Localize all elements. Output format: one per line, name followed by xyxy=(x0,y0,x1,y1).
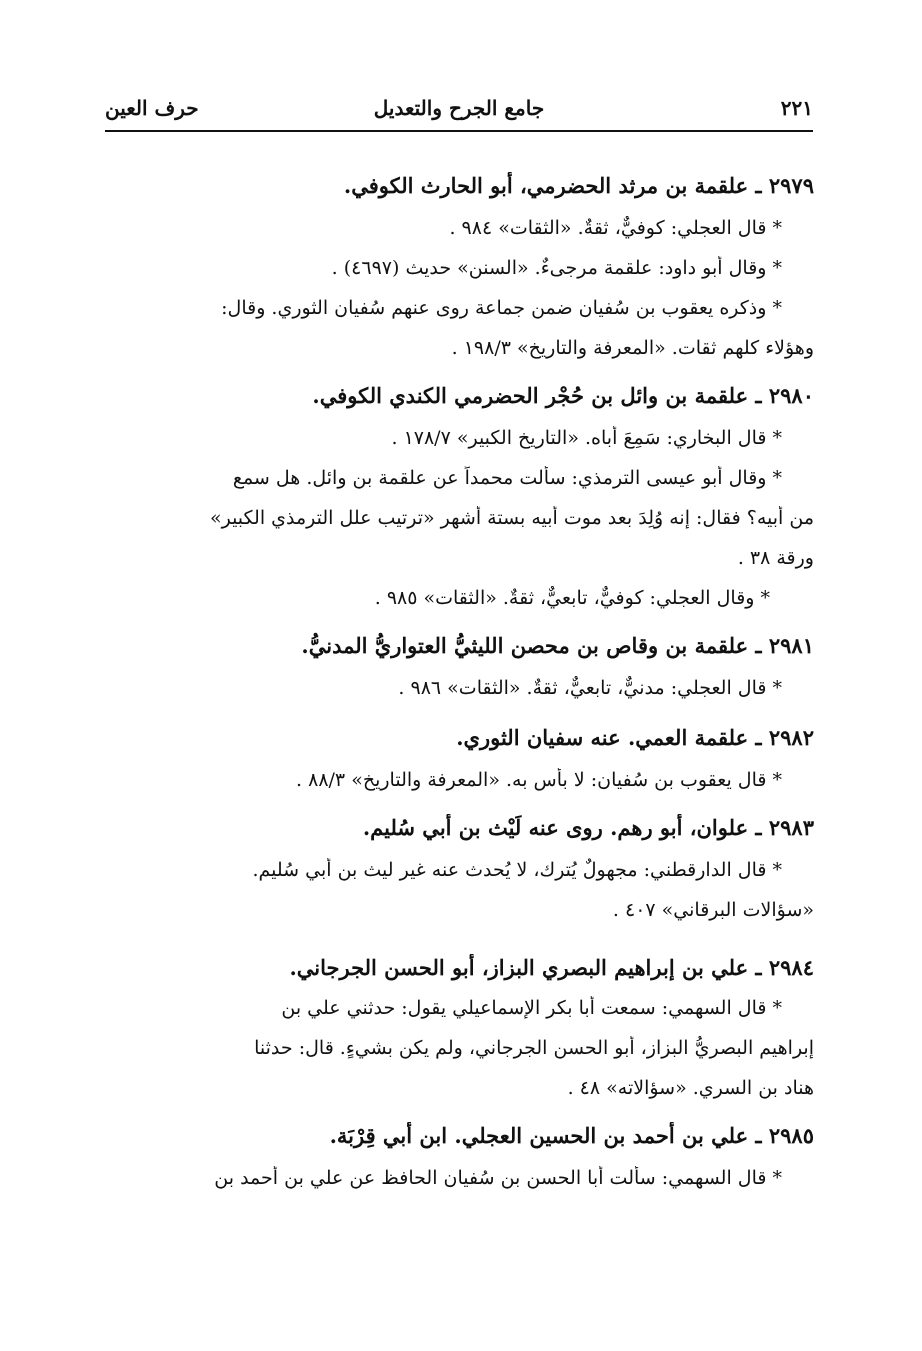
paragraph-line: من أبيه؟ فقال: إنه وُلِدَ بعد موت أبيه بستة أشهر «ترتيب علل الترمذي الكبير» xyxy=(209,507,814,529)
paragraph-line: * قال الدارقطني: مجهولٌ يُترك، لا يُحدث عنه غير ليث بن أبي سُليم. xyxy=(252,859,782,881)
page-header xyxy=(105,86,813,132)
paragraph-line: ورقة ٣٨ . xyxy=(737,547,814,569)
paragraph-line: * قال السهمي: سمعت أبا بكر الإسماعيلي يقول: حدثني علي بن xyxy=(281,997,782,1019)
paragraph-line: * وقال أبو داود: علقمة مرجىءٌ. «السنن» حديث (٤٦٩٧) . xyxy=(331,257,782,279)
paragraph-line: * قال البخاري: سَمِعَ أباه. «التاريخ الكبير» ١٧٨/٧ . xyxy=(391,427,782,449)
section-title: حرف العين xyxy=(105,96,199,120)
paragraph-line: «سؤالات البرقاني» ٤٠٧ . xyxy=(612,899,814,921)
entry-heading: ٢٩٧٩ ـ علقمة بن مرثد الحضرمي، أبو الحارث الكوفي. xyxy=(343,173,814,198)
paragraph-line: وهؤلاء كلهم ثقات. «المعرفة والتاريخ» ١٩٨/٣ . xyxy=(451,337,814,359)
paragraph-line: * قال العجلي: مدنيٌّ، تابعيٌّ، ثقةٌ. «الثقات» ٩٨٦ . xyxy=(398,677,782,699)
entry-heading: ٢٩٨٢ ـ علقمة العمي. عنه سفيان الثوري. xyxy=(456,725,814,750)
paragraph-line: هناد بن السري. «سؤالاته» ٤٨ . xyxy=(567,1077,814,1099)
page-body xyxy=(109,172,814,1206)
paragraph-line: * وقال أبو عيسى الترمذي: سألت محمداً عن علقمة بن وائل. هل سمع xyxy=(232,467,782,489)
book-title: جامع الجرح والتعديل xyxy=(373,96,545,120)
paragraph-line: * قال يعقوب بن سُفيان: لا بأس به. «المعرفة والتاريخ» ٨٨/٣ . xyxy=(296,769,782,791)
paragraph-line: * قال السهمي: سألت أبا الحسن بن سُفيان الحافظ عن علي بن أحمد بن xyxy=(214,1167,782,1189)
paragraph-line: * قال العجلي: كوفيٌّ، ثقةٌ. «الثقات» ٩٨٤ . xyxy=(449,217,782,239)
entry-heading: ٢٩٨٣ ـ علوان، أبو رهم. روى عنه لَيْث بن أبي سُليم. xyxy=(362,815,814,840)
entry-heading: ٢٩٨٤ ـ علي بن إبراهيم البصري البزاز، أبو الحسن الجرجاني. xyxy=(289,955,814,980)
entry-heading: ٢٩٨٠ ـ علقمة بن وائل بن حُجْر الحضرمي الكندي الكوفي. xyxy=(312,383,814,408)
paragraph-line: * وقال العجلي: كوفيٌّ، تابعيٌّ، ثقةٌ. «الثقات» ٩٨٥ . xyxy=(374,587,770,609)
entry-heading: ٢٩٨١ ـ علقمة بن وقاص بن محصن الليثيُّ العتواريُّ المدنيُّ. xyxy=(301,633,814,658)
paragraph-line: إبراهيم البصريُّ البزاز، أبو الحسن الجرجاني، ولم يكن بشيءٍ. قال: حدثنا xyxy=(254,1037,814,1059)
paragraph-line: * وذكره يعقوب بن سُفيان ضمن جماعة روى عنهم سُفيان الثوري. وقال: xyxy=(221,297,782,319)
page-number: ٢٢١ xyxy=(780,96,813,120)
entry-heading: ٢٩٨٥ ـ علي بن أحمد بن الحسين العجلي. ابن أبي قِرْبَة. xyxy=(329,1123,814,1148)
